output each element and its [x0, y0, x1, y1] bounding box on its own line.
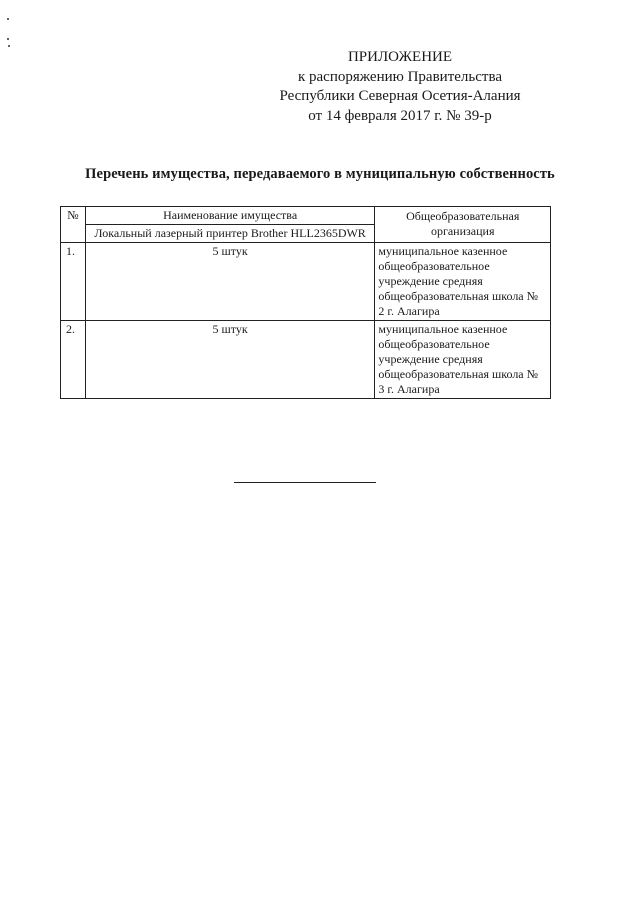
decree-reference: к распоряжению Правительства [297, 68, 502, 85]
column-header-number: № [61, 207, 86, 243]
scan-speck [8, 45, 10, 47]
scan-speck [7, 18, 9, 20]
document-title: Перечень имущества, передаваемого в муниципальную собственность [85, 166, 555, 182]
column-header-organization: Общеобразовательная организация [375, 207, 551, 243]
row-quantity: 5 штук [85, 321, 375, 399]
row-organization: муниципальное казенное общеобразовательное учреждение средняя общеобразовательная школа № 3 г. Алагира [375, 321, 551, 399]
table-header-row [61, 207, 551, 225]
closing-line [234, 482, 376, 483]
row-quantity: 5 штук [85, 243, 375, 321]
appendix-label: ПРИЛОЖЕНИЕ [347, 49, 453, 65]
column-header-name: Наименование имущества [85, 207, 375, 225]
scan-speck [7, 38, 9, 40]
table-row [61, 321, 551, 399]
item-name-cell: Локальный лазерный принтер Brother HLL2365DWR [85, 225, 375, 243]
table-row [61, 243, 551, 321]
government-name: Республики Северная Осетия-Алания [279, 88, 521, 104]
property-table [60, 206, 551, 399]
row-number: 2. [61, 321, 86, 399]
row-organization: муниципальное казенное общеобразовательное учреждение средняя общеобразовательная школа № 2 г. Алагира [375, 243, 551, 321]
decree-date-number: от 14 февраля 2017 г. № 39-р [308, 107, 492, 124]
appendix-header [250, 48, 550, 126]
row-number: 1. [61, 243, 86, 321]
